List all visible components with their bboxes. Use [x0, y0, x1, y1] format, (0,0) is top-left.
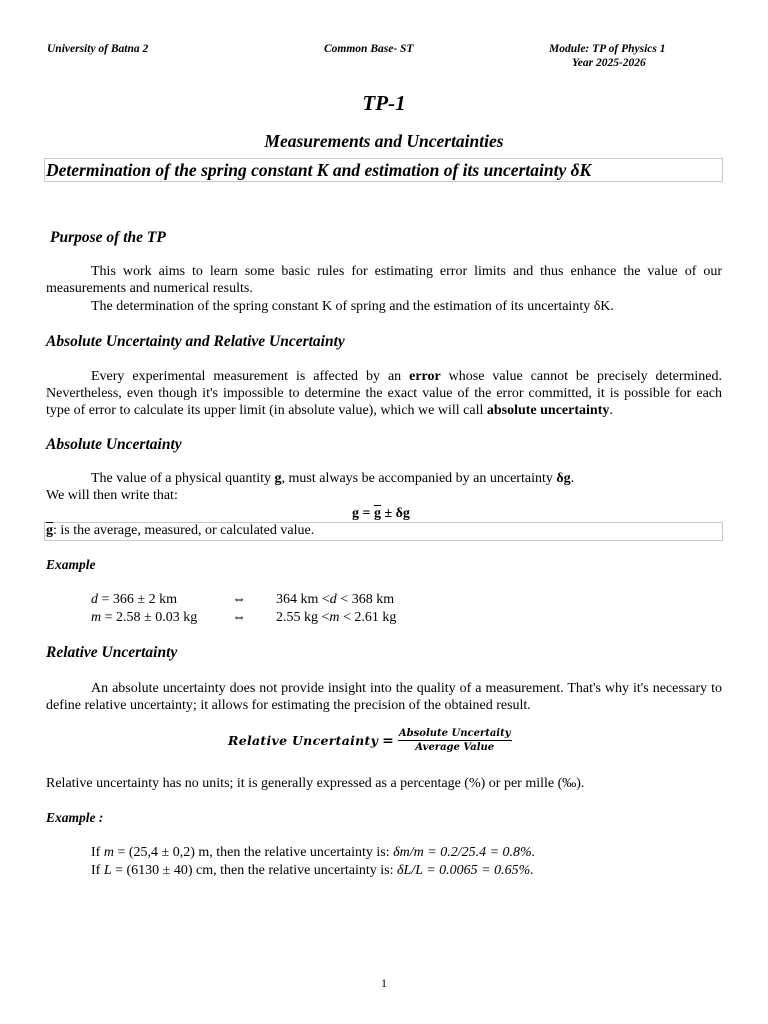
relative-paragraph-2: Relative uncertainty has no units; it is generally expressed as a percentage (%) or per mille (‰).	[46, 776, 585, 791]
header-year: Year 2025-2026	[572, 57, 646, 69]
relative-uncertainty-formula	[228, 728, 512, 753]
example-2-label: Example :	[46, 810, 104, 825]
example-1-row-2-left: m = 2.58 ± 0.03 kg	[91, 610, 198, 625]
purpose-heading: Purpose of the TP	[50, 229, 166, 246]
example-1-row-1-right: 364 km <d < 368 km	[276, 592, 395, 607]
purpose-paragraph-2: The determination of the spring constant K of spring and the estimation of its uncertainty δK.	[91, 299, 614, 314]
header-base: Common Base- ST	[324, 43, 414, 55]
example-1-row-2-arrow: ⇔	[232, 610, 246, 625]
absolute-heading: Absolute Uncertainty	[46, 436, 182, 453]
example-1-label: Example	[46, 557, 96, 572]
formula-lhs: Relative Uncertainty	[228, 733, 379, 748]
absolute-line-1: The value of a physical quantity g, must always be accompanied by an uncertainty δg.	[91, 471, 575, 486]
relative-paragraph-1: An absolute uncertainty does not provide insight into the quality of a measurement. That's why it's necessary to define relative uncertainty; it allows for estimating the precision of the obtained result.	[46, 681, 722, 713]
header-module: Module: TP of Physics 1	[549, 43, 666, 55]
absolute-line-2: We will then write that:	[46, 488, 178, 503]
formula-equals: =	[382, 732, 394, 749]
example-2-line-2: If L = (6130 ± 40) cm, then the relative uncertainty is: δL/L = 0.0065 = 0.65%.	[91, 863, 534, 878]
page-number: 1	[381, 976, 387, 990]
determination-title: Determination of the spring constant K and estimation of its uncertainty δK	[46, 160, 592, 180]
gbar-definition: $\overline{g}$: is the average, measured, or calculated value.	[46, 523, 315, 538]
formula-fraction	[398, 728, 512, 753]
abs-rel-paragraph: Every experimental measurement is affected by an error whose value cannot be precisely determined. Nevertheless, even though it's impossible to determine the exact value of the error committed, it is possible for each type of error to calculate its upper limit (in absolute value), which we will call absolute uncertainty.	[46, 369, 722, 418]
relative-heading: Relative Uncertainty	[46, 644, 178, 661]
abs-rel-heading: Absolute Uncertainty and Relative Uncertainty	[46, 333, 345, 350]
example-1-row-2-right: 2.55 kg <m < 2.61 kg	[276, 610, 397, 625]
formula-numerator: Absolute Uncertaity	[398, 728, 511, 739]
example-1-row-1-arrow: ⇔	[232, 592, 246, 607]
purpose-paragraph-1: This work aims to learn some basic rules for estimating error limits and thus enhance the value of our measurements and numerical results.	[46, 264, 722, 296]
page-title: TP-1	[362, 91, 406, 115]
header-university: University of Batna 2	[47, 43, 149, 55]
example-1-row-1-left: d = 366 ± 2 km	[91, 592, 177, 607]
page-subtitle: Measurements and Uncertainties	[264, 131, 504, 151]
g-formula: $g = \overline{g} \pm \delta g$	[352, 506, 410, 521]
formula-denominator: Average Value	[415, 742, 495, 753]
example-2-line-1: If m = (25,4 ± 0,2) m, then the relative uncertainty is: δm/m = 0.2/25.4 = 0.8%.	[91, 845, 536, 860]
